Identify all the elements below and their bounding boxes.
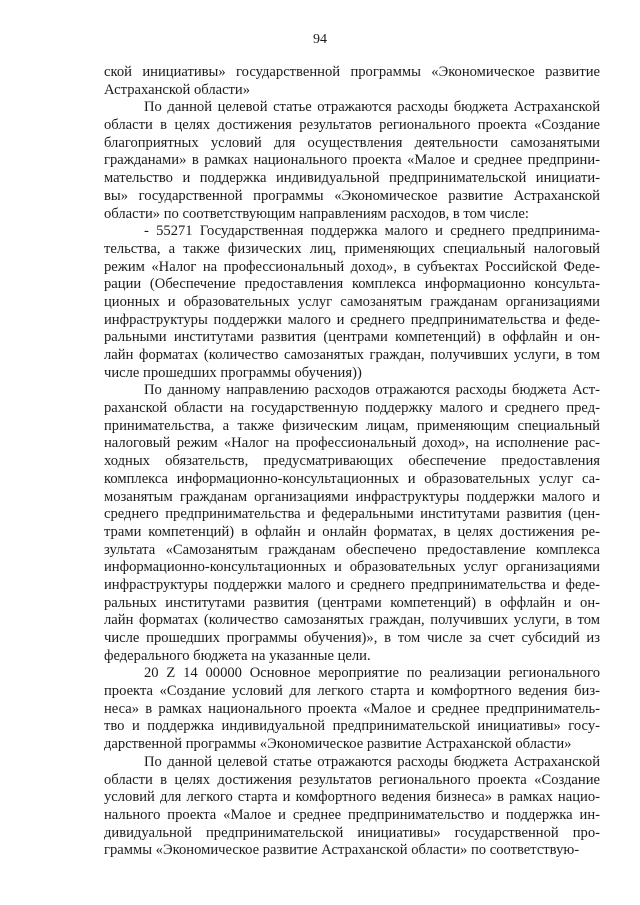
text-line: ходных обязательств, предусматривающих обеспечение предоставления [104,453,600,470]
text-line: ральными институтами развития (центрами компетенций) в оффлайн и он- [104,329,600,346]
text-line: инфраструктуры поддержки малого и среднего предпринимательства и феде- [104,311,600,328]
paragraph [104,754,600,860]
text-line: тельства, а также физических лиц, применяющих специальный налоговый [104,240,600,257]
text-line: ционных и образовательных услуг самозанятым гражданам организациями [104,293,600,310]
text-line: дарственной программы «Экономическое развитие Астраханской области» [104,736,572,753]
text-line: лайн форматах (количество самозанятых граждан, получивших услуги, в том [104,347,600,363]
text-line: дивидуальной предпринимательской инициативы» государственной про- [104,824,600,841]
text-line: режим «Налог на профессиональный доход», в субъектах Российской Феде- [104,258,600,275]
text-line: области» по соответствующим направлениям расходов, в том числе: [104,205,529,222]
text-line: инфраструктуры поддержки малого и среднего предпринимательства и феде- [104,576,600,593]
paragraph [104,382,600,665]
text-line: - 55271 Государственная поддержка малого и среднего предпринима- [144,223,600,240]
text-line: лайн форматах (количество самозанятых граждан, получивших услуги, в том [104,612,600,629]
text-line: По данной целевой статье отражаются расходы бюджета Астраханской [144,753,600,770]
text-line: принимательства, а также физическим лицам, применяющим специальный [104,417,600,434]
paragraph [104,665,600,753]
text-line: трами компетенций) в офлайн и онлайн форматах, в целях достижения ре- [104,523,600,540]
text-line: федерального бюджета на указанные цели. [104,647,371,664]
text-line: ральных институтами развития (центрами компетенций) в оффлайн и он- [104,594,600,611]
text-line: рации (Обеспечение предоставления комплекса информационно консульта- [104,276,600,293]
text-line: информационно-консультационных и образовательных услуг организациями [104,559,600,576]
text-line: налоговый режим «Налог на профессиональный доход», на исполнение рас- [104,435,600,452]
text-line: нального проекта «Малое и среднее предпринимательство и поддержка ин- [104,806,600,823]
text-line: раханской области на государственную поддержку малого и среднего пред- [104,400,600,417]
text-line: среднего предпринимательства и федеральными институтами развития (цен- [104,506,600,523]
text-line: ской инициативы» государственной программы «Экономическое развитие [104,64,600,80]
text-line: числе прошедших программы обучения)) [104,364,362,381]
paragraph [104,99,600,223]
document-body [104,64,600,860]
text-line: По данному направлению расходов отражаются расходы бюджета Аст- [144,382,600,399]
text-line: гражданами» в рамках национального проекта «Малое и среднее предприни- [104,152,600,169]
text-line: зультата «Самозанятым гражданам обеспечено предоставление комплекса [104,541,600,558]
text-line: области в целях достижения результатов регионального проекта «Создание [104,117,600,134]
text-line: области в целях достижения результатов регионального проекта «Создание [104,771,600,788]
text-line: благоприятных условий для осуществления деятельности самозанятыми [104,134,600,151]
text-line: проекта «Создание условий для легкого старта и комфортного ведения биз- [104,683,600,700]
paragraph [104,64,600,99]
text-line: По данной целевой статье отражаются расходы бюджета Астраханской [144,99,600,116]
text-line: комплекса информационно-консультационных и образовательных услуг са- [104,470,600,487]
text-line: числе прошедших программы обучения)», в том числе за счет субсидий из [104,630,600,646]
text-line: 20 Z 14 00000 Основное мероприятие по реализации регионального [144,665,600,682]
paragraph [104,223,600,382]
text-line: вы» государственной программы «Экономическое развитие Астраханской [104,187,600,204]
text-line: граммы «Экономическое развитие Астраханской области» по соответствую- [104,842,580,859]
text-line: мательство и поддержка индивидуальной предпринимательской инициати- [104,170,600,187]
text-line: тво и поддержка индивидуальной предпринимательской инициативы» госу- [104,718,600,735]
text-line: мозанятым гражданам организациями инфраструктуры поддержки малого и [104,488,600,505]
text-line: Астраханской области» [104,81,251,98]
text-line: неса» в рамках национального проекта «Малое и среднее предприниматель- [104,700,600,717]
page-number: 94 [313,32,327,47]
text-line: условий для легкого старта и комфортного ведения бизнеса» в рамках нацио- [104,789,600,806]
